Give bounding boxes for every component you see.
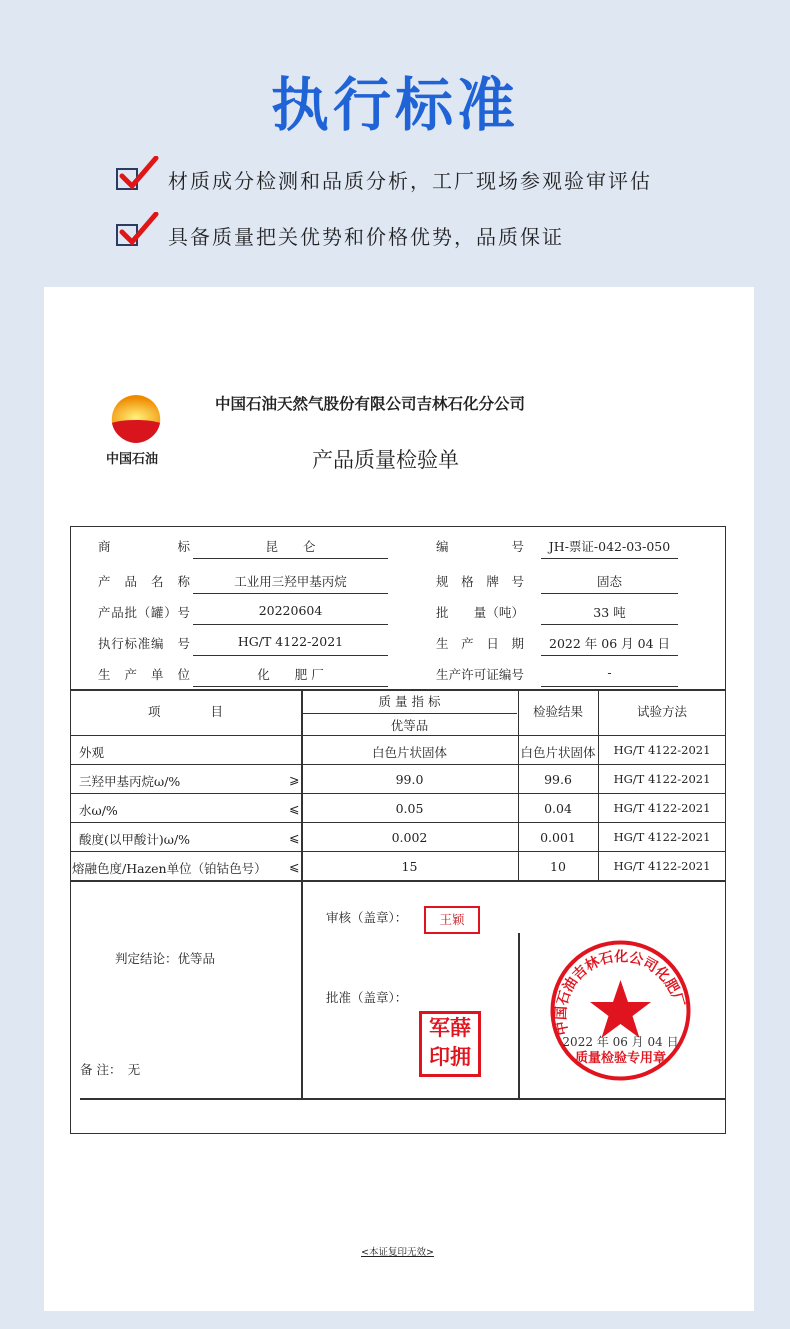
row-result: 10 xyxy=(550,859,566,874)
field-value: 工业用三羟甲基丙烷 xyxy=(193,572,388,594)
row-method: HG/T 4122-2021 xyxy=(613,743,711,757)
row-result: 0.001 xyxy=(540,830,576,845)
field-label: 批 量（吨） xyxy=(436,605,524,620)
row-method: HG/T 4122-2021 xyxy=(613,772,711,786)
header-grade: 优等品 xyxy=(390,718,429,733)
field-value: 昆 仑 xyxy=(193,537,388,559)
row-spec: 99.0 xyxy=(395,772,424,787)
field-label: 产 品 名 称 xyxy=(98,574,190,589)
header-result: 检验结果 xyxy=(532,704,583,719)
field-value: 化 肥 厂 xyxy=(193,665,388,687)
page-title: 执行标准 xyxy=(270,71,519,139)
field-label: 商 标 xyxy=(98,539,190,554)
review-label: 审核（盖章）： xyxy=(326,910,408,925)
row-method: HG/T 4122-2021 xyxy=(613,859,711,873)
row-method: HG/T 4122-2021 xyxy=(613,830,711,844)
field-value: HG/T 4122-2021 xyxy=(193,634,388,656)
row-method: HG/T 4122-2021 xyxy=(613,801,711,815)
company-name: 中国石油天然气股份有限公司吉林石化分公司 xyxy=(215,395,526,413)
star-icon xyxy=(590,980,651,1038)
field-label: 编 号 xyxy=(436,539,524,554)
field-value: 33 吨 xyxy=(541,603,678,625)
row-result: 0.04 xyxy=(544,801,572,816)
row-operator: ⩽ xyxy=(289,859,300,874)
row-operator: ⩽ xyxy=(289,801,300,816)
row-result: 99.6 xyxy=(544,772,572,787)
field-value: 固态 xyxy=(541,572,678,594)
field-label: 生 产 单 位 xyxy=(98,667,190,682)
field-label: 生产许可证编号 xyxy=(436,667,524,682)
seal-date: 2022 年 06 月 04 日 xyxy=(562,1035,679,1049)
logo-text: 中国石油 xyxy=(106,452,159,467)
row-spec: 白色片状固体 xyxy=(371,745,447,760)
petrochina-logo-icon xyxy=(108,393,164,445)
row-spec: 15 xyxy=(401,859,418,874)
field-value: 20220604 xyxy=(193,603,388,625)
row-item: 水ω/% xyxy=(79,803,118,818)
row-operator: ⩾ xyxy=(289,772,300,787)
field-value: JH-票证-042-03-050 xyxy=(541,537,678,559)
field-value: - xyxy=(541,665,678,687)
header-quality: 质 量 指 标 xyxy=(378,694,441,709)
header-method: 试验方法 xyxy=(636,704,687,719)
seal-text-bottom: 质量检验专用章 xyxy=(574,1051,667,1066)
approve-label: 批准（盖章）： xyxy=(326,990,408,1005)
feature-text: 材质成分检测和品质分析，工厂现场参观验审评估 xyxy=(168,168,652,193)
feature-item xyxy=(116,164,652,194)
checkbox-check-icon xyxy=(116,224,138,246)
remark: 备 注： 无 xyxy=(80,1062,141,1077)
row-item: 三羟甲基丙烷ω/% xyxy=(79,774,181,789)
field-label: 产品批（罐）号 xyxy=(98,605,190,620)
review-stamp: 王颖 xyxy=(424,906,480,934)
field-label: 规 格 牌 号 xyxy=(436,574,524,589)
row-spec: 0.05 xyxy=(395,801,424,816)
official-seal xyxy=(548,938,693,1083)
row-item: 外观 xyxy=(79,745,105,760)
row-operator: ⩽ xyxy=(289,830,300,845)
row-item: 熔融色度/Hazen单位（铂钴色号） xyxy=(72,861,267,876)
header-item: 项 目 xyxy=(147,704,223,719)
row-item: 酸度(以甲酸计)ω/% xyxy=(79,832,191,847)
field-label: 生 产 日 期 xyxy=(436,636,524,651)
seal-text-top: 中国石油吉林石化公司化肥厂 xyxy=(553,949,687,1037)
feature-item xyxy=(116,220,564,250)
row-spec: 0.002 xyxy=(391,830,428,845)
approve-stamp: 军薛 印拥 xyxy=(419,1011,481,1077)
document-title: 产品质量检验单 xyxy=(312,448,459,472)
field-label: 执行标准编 号 xyxy=(98,636,190,651)
footer-note: <本证复印无效> xyxy=(361,1247,434,1258)
row-result: 白色片状固体 xyxy=(520,745,596,760)
feature-text: 具备质量把关优势和价格优势，品质保证 xyxy=(168,224,564,249)
field-value: 2022 年 06 月 04 日 xyxy=(541,634,678,656)
conclusion: 判定结论：优等品 xyxy=(115,951,216,966)
checkbox-check-icon xyxy=(116,168,138,190)
